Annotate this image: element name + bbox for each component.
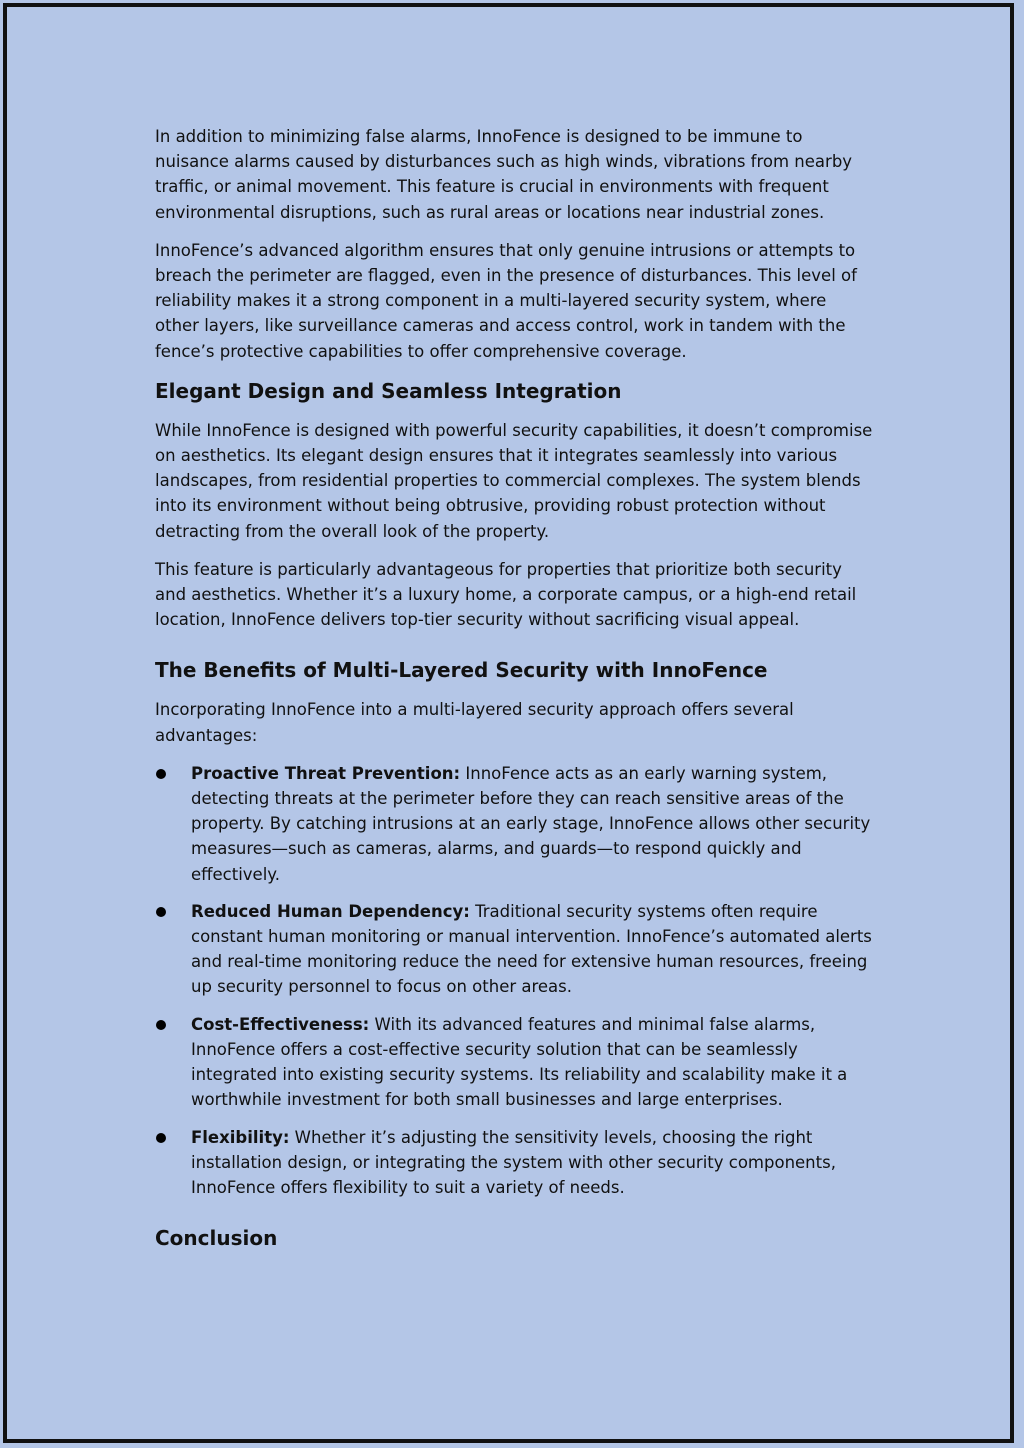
list-item-text: With its advanced features and minimal false alarms, InnoFence offers a cost-effective security solution that can be seamlessly integrated into existing security systems. Its reliability and scalability make it a worthwhile investment for both small businesses and large enterprises. [191,1014,848,1110]
list-item-text: Traditional security systems often require constant human monitoring or manual intervention. InnoFence’s automated alerts and real-time monitoring reduce the need for extensive human resources, freeing up security personnel to focus on other areas. [191,901,872,997]
list-item-title: Proactive Threat Prevention: [191,763,461,783]
bullet-dot-icon [156,1020,166,1030]
paragraph-design-1: While InnoFence is designed with powerful security capabilities, it doesn’t compromise on aesthetics. Its elegant design ensures that it integrates seamlessly into various landscapes, from residential properties to commercial complexes. The system blends into its environment without being obtrusive, providing robust protection without detracting from the overall look of the property. [155,420,873,541]
list-item-text: Whether it’s adjusting the sensitivity levels, choosing the right installation design, or integrating the system with other security components, InnoFence offers flexibility to suit a variety of needs. [191,1127,836,1197]
list-item-title: Cost-Effectiveness: [191,1014,370,1034]
list-item-text: InnoFence acts as an early warning system, detecting threats at the perimeter before they can reach sensitive areas of the property. By catching intrusions at an early stage, InnoFence allows other security measures—such as cameras, alarms, and guards—to respond quickly and effectively. [191,763,871,884]
list-item-title: Flexibility: [191,1127,290,1147]
paragraph-intro-1: In addition to minimizing false alarms, InnoFence is designed to be immune to nuisance alarms caused by disturbances such as high winds, vibrations from nearby traffic, or animal movement. This feature is crucial in environments with frequent environmental disruptions, such as rural areas or locations near industrial zones. [155,127,853,222]
document-body [155,124,875,1265]
list-item-title: Reduced Human Dependency: [191,901,470,921]
list-item [155,899,875,1000]
list-item [155,1012,875,1113]
heading-design: Elegant Design and Seamless Integration [155,378,622,403]
paragraph-benefits-intro: Incorporating InnoFence into a multi-layered security approach offers several advantages: [155,700,794,745]
bullet-dot-icon [156,769,166,779]
list-item [155,1125,875,1201]
list-item [155,761,875,887]
paragraph-design-2: This feature is particularly advantageous for properties that prioritize both security and aesthetics. Whether it’s a luxury home, a corporate campus, or a high-end retail location, InnoFence delivers top-tier security without sacrificing visual appeal. [155,559,857,630]
bullet-dot-icon [156,1133,166,1143]
benefits-list [155,761,875,1200]
heading-conclusion: Conclusion [155,1226,278,1251]
bullet-dot-icon [156,907,166,917]
heading-benefits: The Benefits of Multi-Layered Security with InnoFence [155,658,768,683]
paragraph-intro-2: InnoFence’s advanced algorithm ensures that only genuine intrusions or attempts to breach the perimeter are flagged, even in the presence of disturbances. This level of reliability makes it a strong component in a multi-layered security system, where other layers, like surveillance cameras and access control, work in tandem with the fence’s protective capabilities to offer comprehensive coverage. [155,240,857,361]
